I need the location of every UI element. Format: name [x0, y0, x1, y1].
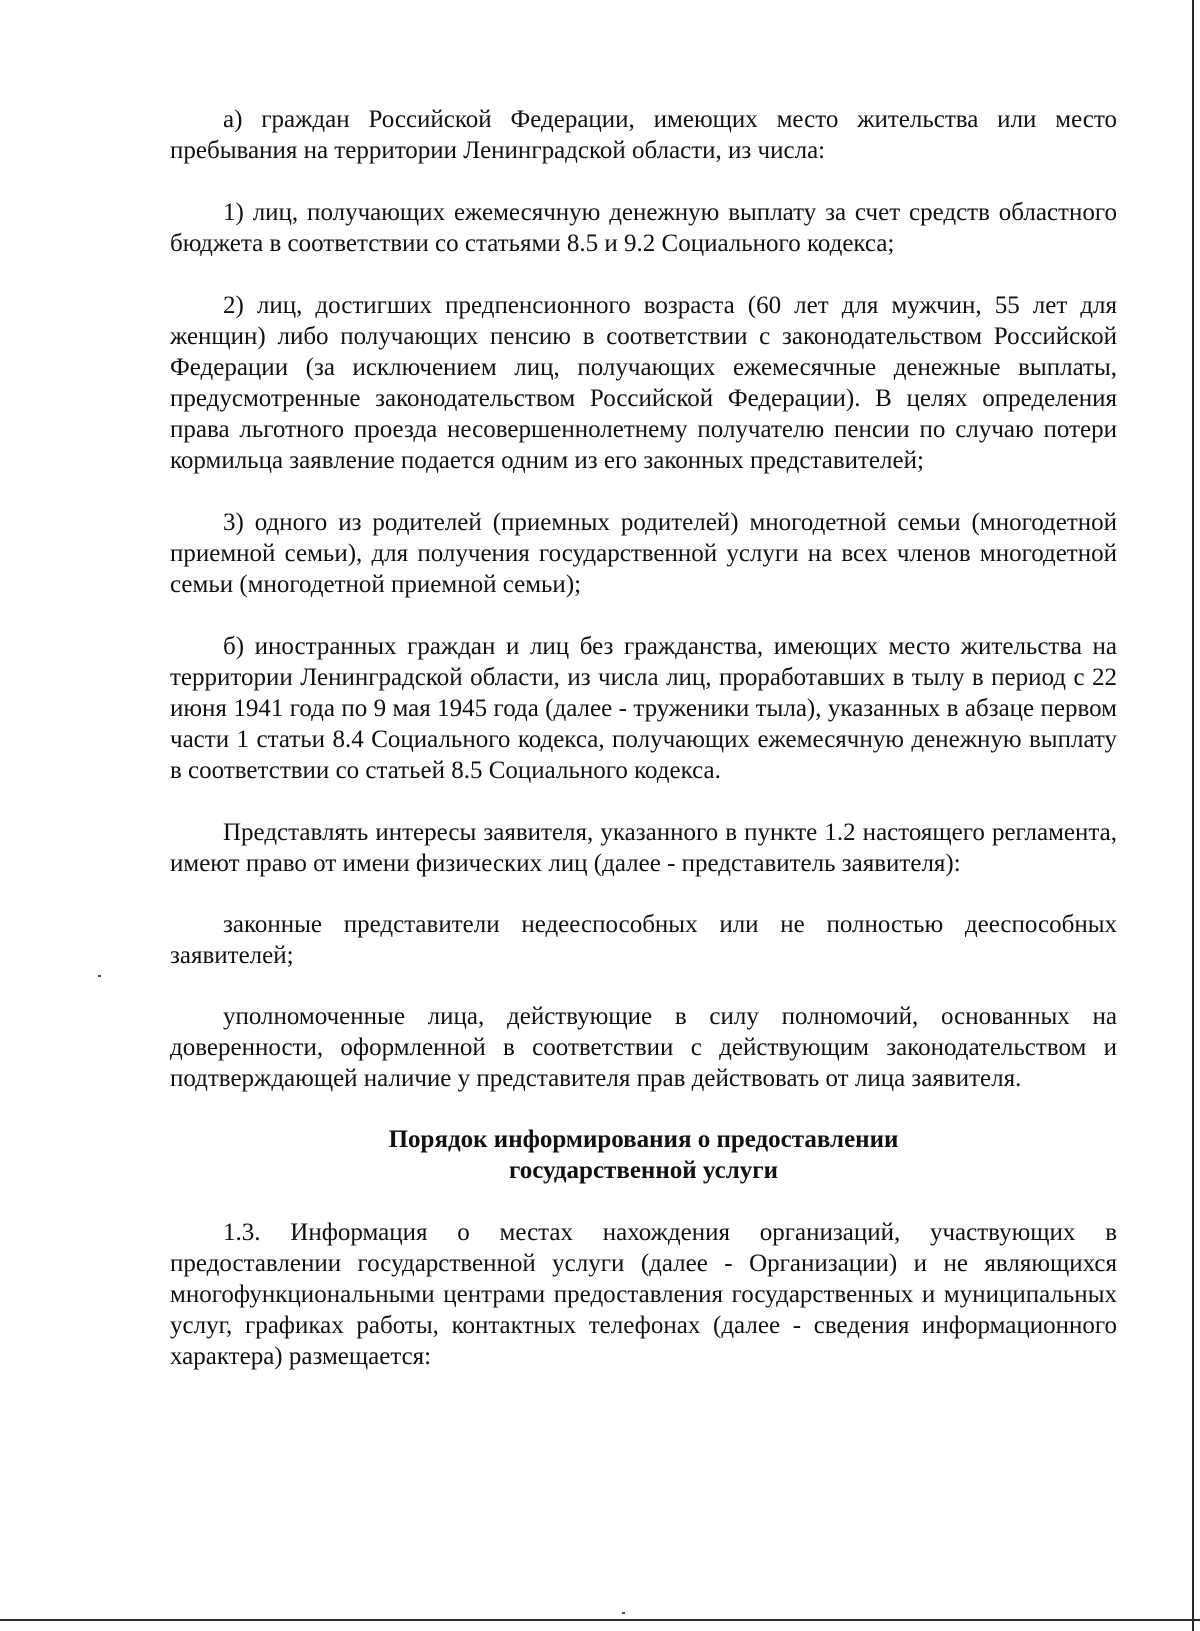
scan-edge-bottom [0, 1619, 1200, 1621]
scan-edge-right [1192, 0, 1194, 1631]
paragraph-representatives: Представлять интересы заявителя, указанного в пункте 1.2 настоящего регламента, имеют право от имени физических лиц (далее - представитель заявителя): [170, 819, 1117, 877]
scan-speck [622, 1612, 625, 1614]
paragraph-authorized-persons: уполномоченные лица, действующие в силу полномочий, основанных на доверенности, оформленной в соответствии с действующим законодательством и подтверждающей наличие у представителя прав действовать от лица заявителя. [170, 1003, 1117, 1092]
paragraph-citizens-rf: а) граждан Российской Федерации, имеющих место жительства или место пребывания на территории Ленинградской области, из числа: [170, 106, 1117, 164]
document-body [170, 104, 1117, 1372]
paragraph-legal-representatives: законные представители недееспособных или не полностью дееспособных заявителей; [170, 911, 1117, 969]
scan-speck [98, 975, 101, 977]
section-heading [170, 1124, 1117, 1186]
paragraph-item-3: 3) одного из родителей (приемных родителей) многодетной семьи (многодетной приемной семьи), для получения государственной услуги на всех членов многодетной семьи (многодетной приемной семьи); [170, 509, 1117, 598]
section-heading-line-2: государственной услуги [508, 1157, 779, 1184]
paragraph-item-1: 1) лиц, получающих ежемесячную денежную выплату за счет средств областного бюджета в соответствии со статьями 8.5 и 9.2 Социального кодекса; [170, 199, 1117, 257]
section-heading-line-1: Порядок информирования о предоставлении [388, 1126, 899, 1153]
paragraph-item-2: 2) лиц, достигших предпенсионного возраста (60 лет для мужчин, 55 лет для женщин) либо получающих пенсию в соответствии с законодательством Российской Федерации (за исключением лиц, получающих ежемесячные денежные выплаты, предусмотренные законодательством Российской Федерации). В целях определения права льготного проезда несовершеннолетнему получателю пенсии по случаю потери кормильца заявление подается одним из его законных представителей; [170, 292, 1117, 474]
paragraph-foreign-citizens: б) иностранных граждан и лиц без гражданства, имеющих место жительства на территории Ленинградской области, из числа лиц, проработавших в тылу в период с 22 июня 1941 года по 9 мая 1945 года (далее - труженики тыла), указанных в абзаце первом части 1 статьи 8.4 Социального кодекса, получающих ежемесячную денежную выплату в соответствии со статьей 8.5 Социального кодекса. [170, 633, 1117, 784]
paragraph-1-3: 1.3. Информация о местах нахождения организаций, участвующих в предоставлении государственной услуги (далее - Организации) и не являющихся многофункциональными центрами предоставления государственных и муниципальных услуг, графиках работы, контактных телефонах (далее - сведения информационного характера) размещается: [170, 1219, 1117, 1370]
